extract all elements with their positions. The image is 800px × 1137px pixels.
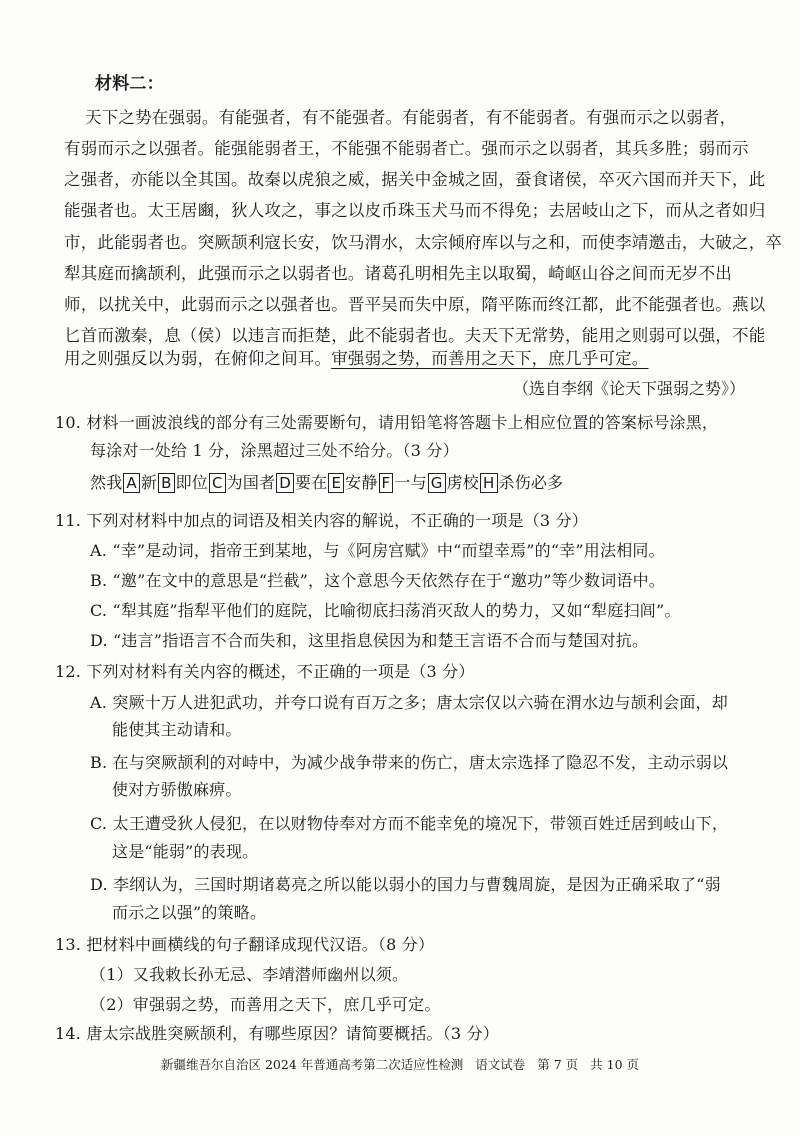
segment: 一与	[394, 473, 427, 492]
underlined-sentence: 审强弱之势，而善用之天下，庶几乎可定。	[331, 349, 649, 368]
answer-box-g[interactable]: G	[428, 473, 446, 493]
answer-box-e[interactable]: E	[328, 473, 344, 493]
q10-stem-cont: 每涂对一处给 1 分，涂黑超过三处不给分。（3 分）	[90, 441, 459, 460]
passage-text: 用之则强反以为弱，在俯仰之间耳。	[64, 349, 332, 368]
segment: 虏校	[446, 473, 480, 492]
passage-line: 天下之势在强弱。有能强者，有不能强者。有能弱者，有不能弱者。有强而示之以弱者，	[85, 108, 737, 127]
segment: 为国者	[226, 473, 276, 492]
q11-stem: 11. 下列对材料中加点的词语及相关内容的解说，不正确的一项是（3 分）	[55, 511, 588, 530]
q12-option-a-cont: 能使其主动请和。	[112, 720, 242, 739]
passage-last-line	[64, 348, 649, 370]
segment: 然我	[90, 473, 123, 492]
q14-stem: 14. 唐太宗战胜突厥颉利，有哪些原因？请简要概括。（3 分）	[55, 1024, 499, 1043]
q11-option-a: A. “幸”是动词，指帝王到某地，与《阿房宫赋》中“而望幸焉”的“幸”用法相同。	[90, 541, 665, 560]
passage-line: 犁其庭而擒颉利，此强而示之以弱者也。诸葛孔明相先主以取蜀，崎岖山谷之间而无岁不出	[64, 264, 732, 283]
answer-box-c[interactable]: C	[209, 473, 226, 493]
passage-line: 能强者也。太王居豳，狄人攻之，事之以皮币珠玉犬马而不得免；去居岐山之下，而从之者如归	[64, 201, 766, 220]
q12-option-c-cont: 这是“能弱”的表现。	[112, 842, 259, 861]
q11-option-c: C. “犁其庭”指犁平他们的庭院，比喻彻底扫荡消灭敌人的势力，又如“犁庭扫闾”。	[90, 601, 681, 620]
footer-exam-title: 新疆维吾尔自治区 2024 年普通高考第二次适应性检测	[161, 1057, 464, 1072]
q12-stem: 12. 下列对材料有关内容的概述，不正确的一项是（3 分）	[55, 662, 475, 681]
q12-option-a: A. 突厥十万人进犯武功，并夸口说有百万之多；唐太宗仅以六骑在渭水边与颉利会面，却	[90, 693, 728, 712]
passage-line: 匕首而激秦，息（侯）以违言而拒楚，此不能弱者也。夫天下无常势，能用之则弱可以强，不能	[64, 326, 766, 345]
page-footer	[0, 1055, 800, 1073]
q11-option-d: D. “违言”指语言不合而失和，这里指息侯因为和楚王言语不合而与楚国对抗。	[90, 631, 649, 650]
footer-page-number: 第 7 页	[537, 1057, 579, 1072]
q13-sentence-2: （2）审强弱之势，而善用之天下，庶几乎可定。	[90, 995, 441, 1014]
q13-sentence-1: （1）又我敕长孙无忌、李靖潜师幽州以须。	[90, 965, 409, 984]
passage-line: 师，以扰关中，此弱而示之以强者也。晋平吴而失中原，隋平陈而终江都，此不能强者也。燕以	[64, 295, 766, 314]
passage-line: 之强者，亦能以全其国。故秦以虎狼之威，据关中金城之固，蚕食诸侯，卒灭六国而并天下，此	[64, 170, 766, 189]
q12-option-b-cont: 使对方骄傲麻痹。	[112, 780, 242, 799]
segment: 安静	[345, 473, 378, 492]
segment: 要在	[295, 473, 328, 492]
q13-stem: 13. 把材料中画横线的句子翻译成现代汉语。（8 分）	[55, 935, 435, 954]
footer-total-pages: 共 10 页	[590, 1057, 639, 1072]
material-heading: 材料二：	[95, 74, 164, 94]
q11-option-b: B. “邀”在文中的意思是“拦截”，这个意思今天依然存在于“邀功”等少数词语中。	[90, 571, 666, 590]
q10-sentence	[90, 472, 563, 494]
footer-subject: 语文试卷	[475, 1057, 526, 1072]
segment: 杀伤必多	[498, 473, 564, 492]
segment: 新	[140, 473, 158, 492]
answer-box-d[interactable]: D	[276, 473, 294, 493]
answer-box-h[interactable]: H	[480, 473, 497, 493]
segment: 即位	[175, 473, 208, 492]
q10-stem: 10. 材料一画波浪线的部分有三处需要断句，请用铅笔将答题卡上相应位置的答案标号涂黑，	[55, 413, 719, 432]
passage-line: 市，此能弱者也。突厥颉利寇长安，饮马渭水，太宗倾府库以与之和，而使李靖邀击，大破之，卒	[64, 233, 783, 252]
q12-option-d: D. 李纲认为，三国时期诸葛亮之所以能以弱小的国力与曹魏周旋，是因为正确采取了“弱	[90, 875, 721, 894]
answer-box-a[interactable]: A	[123, 473, 139, 493]
answer-box-b[interactable]: B	[158, 473, 175, 493]
passage-source: （选自李纲《论天下强弱之势》）	[512, 379, 745, 398]
passage-line: 有弱而示之以强者。能强能弱者王，不能强不能弱者亡。强而示之以弱者，其兵多胜；弱而示	[64, 139, 749, 158]
q12-option-c: C. 太王遭受狄人侵犯，在以财物侍奉对方而不能幸免的境况下，带领百姓迁居到岐山下，	[90, 814, 729, 833]
q12-option-b: B. 在与突厥颉利的对峙中，为减少战争带来的伤亡，唐太宗选择了隐忍不发，主动示弱以	[90, 753, 729, 772]
answer-box-f[interactable]: F	[379, 473, 394, 493]
q12-option-d-cont: 而示之以强”的策略。	[112, 903, 267, 922]
